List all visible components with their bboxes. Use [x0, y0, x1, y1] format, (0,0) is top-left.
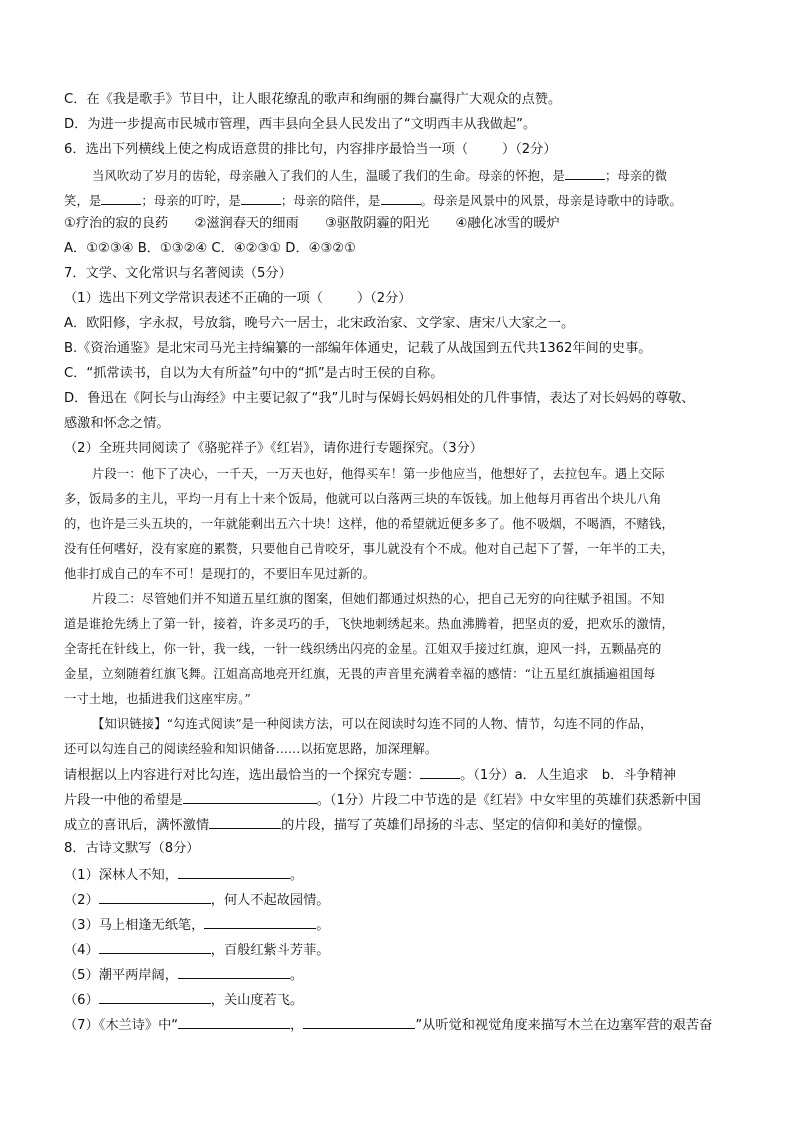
task-text: 片段一中他的希望是: [64, 793, 183, 808]
option-c-text: C．在《我是歌手》节目中，让人眼花缭乱的歌声和绚丽的舞台赢得广大观众的点赞。: [64, 92, 562, 107]
excerpt-2-line-2: [64, 614, 736, 634]
poem-blank[interactable]: [178, 864, 290, 879]
excerpt-2-line-5: [64, 689, 736, 709]
q8-item-7: [64, 1014, 736, 1036]
excerpt-text: 全寄托在针线上，你一针，我一线，一针一线织绣出闪亮的金星。江姐双手接过红旗，迎风一抖，五颗晶亮的: [64, 642, 662, 656]
option-d-line: [64, 115, 736, 135]
poem-text: （7）《木兰诗》中“: [64, 1018, 179, 1033]
poem-text: ，: [290, 1018, 304, 1033]
poem-blank[interactable]: [99, 939, 211, 954]
option-text: 感激和怀念之情。: [64, 416, 170, 431]
options-text: A．①②③④ B．①③②④ C．④②③① D．④③②①: [64, 241, 356, 256]
option-text: A．欧阳修，字永叔，号放翁，晚号六一居士，北宋政治家、文学家、唐宋八大家之一。: [64, 316, 575, 331]
excerpt-text: 道是谁抢先绣上了第一针，接着，许多灵巧的手，飞快地刺绣起来。热血沸腾着，把坚贞的爱，把欢乐的激情，: [64, 617, 674, 631]
option-text: D．鲁迅在《阿长与山海经》中主要记叙了“我”儿时与保姆长妈妈相处的几件事情，表达了对长妈妈的尊敬、: [64, 391, 695, 406]
task-text: 。（1分）a．人生追求 b．斗争精神: [460, 768, 677, 783]
option-text: C．“抓常读书，自以为大有所益”句中的“抓”是古时王侯的自称。: [64, 366, 444, 381]
items-text: ①疗治的寂的良药 ②滋润春天的细雨 ③驱散阴霾的阳光 ④融化冰雪的暖炉: [64, 216, 560, 231]
q8-item-5: [64, 964, 736, 986]
topic-blank[interactable]: [420, 764, 460, 779]
excerpt-text: 金星，立刻随着红旗飞舞。江姐高高地亮开红旗，无畏的声音里充满着幸福的感情：“让五星红旗插遍祖国每: [64, 667, 656, 681]
excerpt-2-line-1: [92, 589, 736, 609]
q7-1-stem-text: （1）选出下列文学常识表述不正确的一项（: [64, 291, 323, 306]
q6-choices-items: [64, 214, 736, 234]
q7-heading-text: 7．文学、文化常识与名著阅读（5分）: [64, 266, 292, 281]
poem-blank[interactable]: [303, 1014, 415, 1029]
knowledge-link-line-1: [92, 714, 736, 734]
passage-text: ；母亲的陪伴，是: [280, 194, 381, 208]
q7-1-score: ）（2分）: [356, 291, 412, 306]
poem-text: （6）: [64, 993, 99, 1008]
blank-4[interactable]: [381, 190, 421, 205]
option-text: B.《资治通鉴》是北宋司马光主持编纂的一部编年体通史，记载了从战国到五代共1362年间的史事。: [64, 341, 652, 356]
excerpt-text: 没有任何嗜好，没有家庭的累赘，只要他自己肯咬牙，事儿就没有个不成。他对自己起下了誓，一年半的工夫，: [64, 542, 674, 556]
passage-text: ；母亲的叮咛，是: [141, 194, 241, 208]
excerpt-2-line-3: [64, 639, 736, 659]
poem-blank[interactable]: [99, 889, 211, 904]
knowledge-text: 还可以勾连自己的阅读经验和知识储备……以拓宽思路，加深理解。: [64, 742, 438, 756]
q8-item-3: [64, 914, 736, 936]
poem-text: （2）: [64, 893, 99, 908]
excerpt-1-line-3: [64, 514, 736, 534]
excerpt-1-line-4: [64, 539, 736, 559]
excerpt-text: 片段二：尽管她们并不知道五星红旗的图案，但她们都通过炽热的心，把自己无穷的向往赋予祖国。不知: [92, 592, 665, 606]
poem-text: （1）深林人不知，: [64, 868, 178, 883]
q8-item-2: [64, 889, 736, 911]
excerpt-1-line-5: [64, 564, 736, 584]
q7-option-b: [64, 339, 736, 359]
passage-text: 当风吹动了岁月的齿轮，母亲融入了我们的人生，温暖了我们的生命。母亲的怀抱，是: [92, 169, 565, 183]
question-7-heading: [64, 264, 736, 284]
option-d-text: D．为进一步提高市民城市管理，西丰县向全县人民发出了“文明西丰从我做起”。: [64, 117, 537, 132]
poem-text: ，百般红紫斗芳菲。: [210, 943, 330, 958]
blank-2[interactable]: [101, 190, 141, 205]
question-6-stem: [64, 140, 736, 160]
poem-text: （5）潮平两岸阔，: [64, 968, 178, 983]
poem-text: ”从听觉和视觉角度来描写木兰在边塞军营的艰苦奋: [415, 1018, 713, 1033]
task-text: 。（1分）片段二中节选的是《红岩》中女牢里的英雄们获悉新中国: [316, 793, 701, 808]
q7-2-task-1: [64, 764, 736, 786]
poem-text: 。: [289, 968, 304, 983]
poem-text: 。: [316, 918, 330, 933]
q8-heading-text: 8．古诗文默写（8分）: [64, 841, 200, 856]
q7-option-d: [64, 389, 736, 409]
task-text: 请根据以上内容进行对比勾连，选出最恰当的一个探究专题：: [64, 768, 421, 783]
poem-text: 。: [289, 868, 304, 883]
excerpt-text: 片段一：他下了决心，一千天，一万天也好，他得买车！第一步他应当，他想好了，去拉包车。遇上交际: [92, 467, 665, 481]
excerpt-1-line-1: [92, 464, 736, 484]
hope-blank[interactable]: [183, 789, 317, 804]
poem-text: ，何人不起故园情。: [210, 893, 330, 908]
task-text: 成立的喜讯后，满怀激情: [64, 818, 210, 833]
q7-2-stem: [64, 439, 736, 459]
q7-2-task-2: [64, 789, 736, 811]
knowledge-text: 【知识链接】“勾连式阅读”是一种阅读方法，可以在阅读时勾连不同的人物、情节，勾连不同的作品，: [92, 717, 653, 731]
q7-option-c: [64, 364, 736, 384]
excerpt-text: 多，饭局多的主儿，平均一月有上十来个饭局，他就可以白落两三块的车饭钱。加上他每月再省出个块儿八角: [64, 492, 662, 506]
q8-item-4: [64, 939, 736, 961]
activity-blank[interactable]: [209, 814, 281, 829]
passage-text: ；母亲的微: [604, 169, 668, 183]
excerpt-2-line-4: [64, 664, 736, 684]
q6-options: [64, 239, 736, 259]
knowledge-link-line-2: [64, 739, 736, 759]
option-c-line: [64, 90, 736, 110]
excerpt-1-line-2: [64, 489, 736, 509]
q7-2-stem-text: （2）全班共同阅读了《骆驼祥子》《红岩》，请你进行专题探究。（3分）: [64, 441, 483, 456]
poem-blank[interactable]: [99, 989, 211, 1004]
q7-1-stem: [64, 289, 736, 309]
q7-option-a: [64, 314, 736, 334]
passage-text: 。母亲是风景中的风景，母亲是诗歌中的诗歌。: [420, 194, 682, 208]
poem-text: ，关山度若飞。: [210, 993, 304, 1008]
poem-blank[interactable]: [178, 964, 290, 979]
poem-blank[interactable]: [204, 914, 316, 929]
excerpt-text: 一寸土地，也插进我们这座牢房。”: [64, 692, 251, 706]
blank-3[interactable]: [241, 190, 281, 205]
poem-blank[interactable]: [178, 1014, 290, 1029]
excerpt-text: 的，也许是三头五块的，一年就能剩出五六十块！这样，他的希望就近便多多了。他不吸烟，不喝酒，不赌钱，: [64, 517, 674, 531]
q8-item-6: [64, 989, 736, 1011]
q6-score: ）（2分）: [502, 142, 557, 157]
q6-passage-line-2: [64, 190, 736, 211]
passage-text: 笑，是: [64, 194, 102, 208]
q8-item-1: [64, 864, 736, 886]
poem-text: （3）马上相逢无纸笔，: [64, 918, 205, 933]
poem-text: （4）: [64, 943, 99, 958]
task-text: 的片段，描写了英雄们昂扬的斗志、坚定的信仰和美好的憧憬。: [281, 818, 651, 833]
q7-option-d-cont: [64, 414, 736, 434]
q6-passage-line-1: [92, 165, 736, 186]
excerpt-text: 他非打成自己的车不可！是现打的，不要旧车见过新的。: [64, 567, 376, 581]
question-8-heading: [64, 839, 736, 859]
q7-2-task-3: [64, 814, 736, 836]
blank-1[interactable]: [565, 165, 605, 180]
q6-stem-text: 6．选出下列横线上使之构成语意贯的排比句，内容排序最恰当一项（: [64, 142, 469, 157]
